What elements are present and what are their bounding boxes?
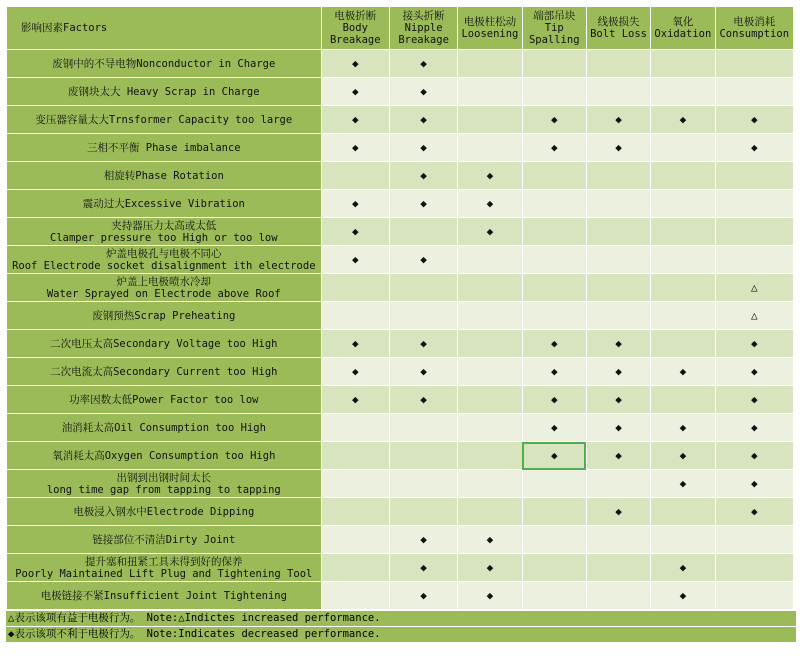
- table-row: [7, 554, 794, 582]
- empty-cell[interactable]: [389, 218, 457, 246]
- decrease-marker-cell[interactable]: ◆: [321, 50, 389, 78]
- decrease-marker-cell[interactable]: ◆: [458, 162, 522, 190]
- table-row: [7, 218, 794, 246]
- table-row: [7, 50, 794, 78]
- decrease-marker-cell[interactable]: ◆: [586, 498, 650, 526]
- factor-label: long time gap from tapping to tapping: [46, 483, 281, 496]
- decrease-marker-cell[interactable]: ◆: [586, 442, 650, 470]
- column-header-en: Tip: [544, 22, 564, 34]
- column-header-en: Bolt Loss: [590, 28, 648, 40]
- decrease-marker-cell[interactable]: ◆: [586, 414, 650, 442]
- factor-label: Poorly Maintained Lift Plug and Tightening Tool: [15, 567, 313, 580]
- empty-cell[interactable]: [586, 526, 650, 554]
- empty-cell[interactable]: [586, 162, 650, 190]
- decrease-marker-cell[interactable]: ◆: [389, 330, 457, 358]
- empty-cell[interactable]: [389, 302, 457, 330]
- empty-cell[interactable]: [586, 218, 650, 246]
- factor-cell: [7, 134, 322, 162]
- factor-cell: [7, 302, 322, 330]
- empty-cell[interactable]: [715, 78, 793, 106]
- note-decreased: ◆表示该项不利于电极行为。 Note:Indicates decreased performance.: [6, 627, 796, 642]
- empty-cell[interactable]: [651, 386, 715, 414]
- column-header-nipple-breakage: [389, 7, 457, 50]
- factor-cell: [7, 358, 322, 386]
- decrease-marker-cell[interactable]: ◆: [651, 414, 715, 442]
- table-row: [7, 302, 794, 330]
- empty-cell[interactable]: [522, 302, 586, 330]
- decrease-marker-cell[interactable]: ◆: [321, 218, 389, 246]
- decrease-marker-cell[interactable]: ◆: [389, 190, 457, 218]
- table-row: [7, 78, 794, 106]
- factor-label: Roof Electrode socket disalignment ith electrode: [12, 259, 316, 272]
- empty-cell[interactable]: [651, 498, 715, 526]
- decrease-marker-cell[interactable]: ◆: [715, 442, 793, 470]
- empty-cell[interactable]: [715, 554, 793, 582]
- factor-cell: [7, 470, 322, 498]
- empty-cell[interactable]: [715, 50, 793, 78]
- table-row: [7, 190, 794, 218]
- empty-cell[interactable]: [651, 218, 715, 246]
- empty-cell[interactable]: [389, 498, 457, 526]
- decrease-marker-cell[interactable]: ◆: [458, 526, 522, 554]
- decrease-marker-cell[interactable]: ◆: [715, 106, 793, 134]
- factor-cell: [7, 50, 322, 78]
- factor-cell: [7, 442, 322, 470]
- empty-cell[interactable]: [458, 302, 522, 330]
- decrease-marker-cell[interactable]: ◆: [321, 106, 389, 134]
- decrease-marker-cell[interactable]: ◆: [522, 134, 586, 162]
- factor-label: 变压器容量太大Trnsformer Capacity too large: [35, 113, 293, 126]
- column-header-consumption: [715, 7, 793, 50]
- decrease-marker-cell[interactable]: ◆: [321, 358, 389, 386]
- factor-cell: [7, 526, 322, 554]
- decrease-marker-cell[interactable]: ◆: [715, 330, 793, 358]
- table-row: [7, 162, 794, 190]
- empty-cell[interactable]: [522, 218, 586, 246]
- empty-cell[interactable]: [458, 274, 522, 302]
- empty-cell[interactable]: [715, 218, 793, 246]
- decrease-marker-cell[interactable]: ◆: [321, 190, 389, 218]
- decrease-marker-cell[interactable]: ◆: [321, 78, 389, 106]
- factor-cell: [7, 554, 322, 582]
- electrode-factor-matrix: [6, 6, 796, 642]
- column-header-zh: 电极消耗: [733, 16, 776, 28]
- decrease-marker-cell[interactable]: ◆: [389, 78, 457, 106]
- table-body: [7, 50, 794, 610]
- empty-cell[interactable]: [715, 526, 793, 554]
- empty-cell[interactable]: [321, 302, 389, 330]
- table-row: [7, 106, 794, 134]
- table-row: [7, 330, 794, 358]
- column-header-zh: 线极损失: [597, 16, 640, 28]
- decrease-marker-cell[interactable]: ◆: [715, 498, 793, 526]
- empty-cell[interactable]: [586, 78, 650, 106]
- empty-cell[interactable]: [458, 330, 522, 358]
- empty-cell[interactable]: [458, 442, 522, 470]
- decrease-marker-cell[interactable]: ◆: [389, 134, 457, 162]
- empty-cell[interactable]: [522, 246, 586, 274]
- decrease-marker-cell[interactable]: ◆: [321, 134, 389, 162]
- decrease-marker-cell[interactable]: ◆: [586, 330, 650, 358]
- factor-label: 三相不平衡 Phase imbalance: [86, 141, 241, 154]
- empty-cell[interactable]: [522, 498, 586, 526]
- empty-cell[interactable]: [651, 134, 715, 162]
- empty-cell[interactable]: [715, 162, 793, 190]
- empty-cell[interactable]: [321, 498, 389, 526]
- empty-cell[interactable]: [715, 582, 793, 610]
- decrease-marker-cell[interactable]: ◆: [522, 106, 586, 134]
- table-row: [7, 582, 794, 610]
- column-header-en: Loosening: [461, 28, 519, 40]
- empty-cell[interactable]: [522, 50, 586, 78]
- decrease-marker-cell[interactable]: ◆: [389, 554, 457, 582]
- empty-cell[interactable]: [651, 78, 715, 106]
- factor-label: 震动过大Excessive Vibration: [82, 197, 245, 210]
- decrease-marker-cell[interactable]: ◆: [651, 106, 715, 134]
- decrease-marker-cell[interactable]: ◆: [586, 358, 650, 386]
- empty-cell[interactable]: [321, 470, 389, 498]
- empty-cell[interactable]: [321, 274, 389, 302]
- factor-label: 功率因数太低Power Factor too low: [69, 393, 259, 406]
- empty-cell[interactable]: [651, 302, 715, 330]
- empty-cell[interactable]: [522, 554, 586, 582]
- column-header-zh: 电极折断: [334, 10, 377, 22]
- factor-label: Water Sprayed on Electrode above Roof: [46, 287, 281, 300]
- empty-cell[interactable]: [522, 190, 586, 218]
- decrease-marker-cell[interactable]: ◆: [321, 246, 389, 274]
- empty-cell[interactable]: [586, 246, 650, 274]
- factor-table: [6, 6, 794, 610]
- column-header-oxidation: [651, 7, 715, 50]
- column-header-zh: 氧化: [672, 16, 694, 28]
- decrease-marker-cell[interactable]: ◆: [522, 442, 586, 470]
- decrease-marker-cell[interactable]: ◆: [715, 134, 793, 162]
- decrease-marker-cell[interactable]: ◆: [522, 330, 586, 358]
- empty-cell[interactable]: [458, 50, 522, 78]
- decrease-marker-cell[interactable]: ◆: [389, 246, 457, 274]
- empty-cell[interactable]: [586, 470, 650, 498]
- column-header-en: Breakage: [398, 34, 449, 46]
- column-header-body-breakage: [321, 7, 389, 50]
- table-row: [7, 414, 794, 442]
- empty-cell[interactable]: [458, 470, 522, 498]
- factor-label: 废钢预热Scrap Preheating: [92, 309, 236, 322]
- column-header-en: Spalling: [528, 34, 580, 46]
- decrease-marker-cell[interactable]: ◆: [458, 218, 522, 246]
- decrease-marker-cell[interactable]: ◆: [522, 386, 586, 414]
- empty-cell[interactable]: [522, 162, 586, 190]
- factor-column-header: 影响因素Factors: [7, 7, 322, 50]
- table-row: [7, 442, 794, 470]
- column-header-en: Nipple: [404, 22, 443, 34]
- empty-cell[interactable]: [458, 498, 522, 526]
- column-header-zh: 电极柱松动: [463, 16, 517, 28]
- factor-cell: [7, 246, 322, 274]
- decrease-marker-cell[interactable]: ◆: [389, 106, 457, 134]
- note-increased: △表示该项有益于电极行为。 Note:△Indictes increased performance.: [6, 611, 796, 626]
- empty-cell[interactable]: [651, 330, 715, 358]
- column-header-en: Breakage: [329, 34, 381, 46]
- empty-cell[interactable]: [522, 78, 586, 106]
- table-row: [7, 358, 794, 386]
- decrease-marker-cell[interactable]: ◆: [389, 526, 457, 554]
- factor-cell: [7, 190, 322, 218]
- empty-cell[interactable]: [522, 274, 586, 302]
- empty-cell[interactable]: [586, 582, 650, 610]
- empty-cell[interactable]: [321, 442, 389, 470]
- factor-cell: [7, 582, 322, 610]
- decrease-marker-cell[interactable]: ◆: [458, 554, 522, 582]
- decrease-marker-cell[interactable]: ◆: [651, 442, 715, 470]
- decrease-marker-cell[interactable]: ◆: [586, 134, 650, 162]
- factor-cell: [7, 162, 322, 190]
- empty-cell[interactable]: [458, 414, 522, 442]
- column-header-bolt-loss: [586, 7, 650, 50]
- table-row: [7, 134, 794, 162]
- factor-label: 油消耗太高Oil Consumption too High: [61, 421, 266, 434]
- table-row: [7, 470, 794, 498]
- empty-cell[interactable]: [586, 554, 650, 582]
- factor-cell: [7, 386, 322, 414]
- decrease-marker-cell[interactable]: ◆: [651, 470, 715, 498]
- column-header-zh: 接头折断: [402, 10, 445, 22]
- factor-cell: [7, 274, 322, 302]
- empty-cell[interactable]: [586, 50, 650, 78]
- table-row: [7, 526, 794, 554]
- factor-label: 氧消耗太高Oxygen Consumption too High: [52, 449, 276, 462]
- empty-cell[interactable]: [586, 190, 650, 218]
- factor-label: 电极浸入钢水中Electrode Dipping: [73, 505, 255, 518]
- empty-cell[interactable]: [321, 414, 389, 442]
- column-header-loosening: [458, 7, 522, 50]
- empty-cell[interactable]: [651, 246, 715, 274]
- decrease-marker-cell[interactable]: ◆: [389, 162, 457, 190]
- decrease-marker-cell[interactable]: ◆: [586, 386, 650, 414]
- factor-label: 炉盖电极孔与电极不同心: [106, 247, 222, 260]
- column-header-en: Body: [342, 22, 368, 34]
- decrease-marker-cell[interactable]: ◆: [715, 470, 793, 498]
- empty-cell[interactable]: [715, 190, 793, 218]
- empty-cell[interactable]: [651, 190, 715, 218]
- factor-label: 二次电压太高Secondary Voltage too High: [50, 337, 278, 350]
- increase-marker-cell[interactable]: △: [715, 274, 793, 302]
- empty-cell[interactable]: [586, 274, 650, 302]
- decrease-marker-cell[interactable]: ◆: [389, 358, 457, 386]
- table-row: [7, 498, 794, 526]
- decrease-marker-cell[interactable]: ◆: [458, 190, 522, 218]
- decrease-marker-cell[interactable]: ◆: [389, 386, 457, 414]
- factor-label: 夹持器压力太高或太低: [111, 219, 217, 232]
- factor-label: 出钢到出钢时间太长: [116, 471, 212, 484]
- empty-cell[interactable]: [522, 582, 586, 610]
- column-header-en: Consumption: [719, 28, 790, 40]
- decrease-marker-cell[interactable]: ◆: [458, 582, 522, 610]
- empty-cell[interactable]: [389, 470, 457, 498]
- decrease-marker-cell[interactable]: ◆: [715, 358, 793, 386]
- factor-label: 提升塞和扭紧工具未得到好的保养: [85, 555, 243, 568]
- factor-label: 相旋转Phase Rotation: [103, 169, 224, 182]
- empty-cell[interactable]: [651, 274, 715, 302]
- decrease-marker-cell[interactable]: ◆: [321, 386, 389, 414]
- factor-label: 废钢块太大 Heavy Scrap in Charge: [68, 85, 260, 98]
- empty-cell[interactable]: [458, 106, 522, 134]
- decrease-marker-cell[interactable]: ◆: [651, 582, 715, 610]
- column-header-en: Oxidation: [654, 28, 712, 40]
- empty-cell[interactable]: [651, 50, 715, 78]
- table-row: [7, 246, 794, 274]
- empty-cell[interactable]: [715, 246, 793, 274]
- empty-cell[interactable]: [321, 554, 389, 582]
- empty-cell[interactable]: [651, 526, 715, 554]
- empty-cell[interactable]: [389, 274, 457, 302]
- empty-cell[interactable]: [458, 134, 522, 162]
- empty-cell[interactable]: [458, 78, 522, 106]
- header-row: [7, 7, 794, 50]
- empty-cell[interactable]: [389, 442, 457, 470]
- factor-label: 链接部位不清洁Dirty Joint: [92, 533, 236, 546]
- empty-cell[interactable]: [389, 414, 457, 442]
- factor-label: 废钢中的不导电物Nonconductor in Charge: [52, 57, 276, 70]
- factor-label: Clamper pressure too High or too low: [50, 231, 278, 244]
- factor-cell: [7, 218, 322, 246]
- decrease-marker-cell[interactable]: ◆: [522, 414, 586, 442]
- factor-cell: [7, 330, 322, 358]
- decrease-marker-cell[interactable]: ◆: [389, 50, 457, 78]
- factor-cell: [7, 78, 322, 106]
- table-row: [7, 274, 794, 302]
- increase-marker-cell[interactable]: △: [715, 302, 793, 330]
- empty-cell[interactable]: [321, 162, 389, 190]
- factor-cell: [7, 106, 322, 134]
- column-header-zh: 端部吊块: [533, 10, 576, 22]
- factor-label: 电极链接不紧Insufficient Joint Tightening: [40, 589, 287, 602]
- decrease-marker-cell[interactable]: ◆: [651, 554, 715, 582]
- factor-cell: [7, 414, 322, 442]
- decrease-marker-cell[interactable]: ◆: [715, 386, 793, 414]
- decrease-marker-cell[interactable]: ◆: [522, 358, 586, 386]
- empty-cell[interactable]: [522, 526, 586, 554]
- decrease-marker-cell[interactable]: ◆: [651, 358, 715, 386]
- factor-label: 二次电流太高Secondary Current too High: [50, 365, 278, 378]
- empty-cell[interactable]: [321, 582, 389, 610]
- factor-label: 炉盖上电极喷水冷却: [116, 275, 212, 288]
- decrease-marker-cell[interactable]: ◆: [389, 582, 457, 610]
- empty-cell[interactable]: [458, 246, 522, 274]
- column-header-tip-spalling: [522, 7, 586, 50]
- empty-cell[interactable]: [458, 358, 522, 386]
- empty-cell[interactable]: [651, 162, 715, 190]
- decrease-marker-cell[interactable]: ◆: [321, 330, 389, 358]
- empty-cell[interactable]: [458, 386, 522, 414]
- table-row: [7, 386, 794, 414]
- empty-cell[interactable]: [522, 470, 586, 498]
- empty-cell[interactable]: [586, 302, 650, 330]
- factor-cell: [7, 498, 322, 526]
- empty-cell[interactable]: [321, 526, 389, 554]
- decrease-marker-cell[interactable]: ◆: [586, 106, 650, 134]
- decrease-marker-cell[interactable]: ◆: [715, 414, 793, 442]
